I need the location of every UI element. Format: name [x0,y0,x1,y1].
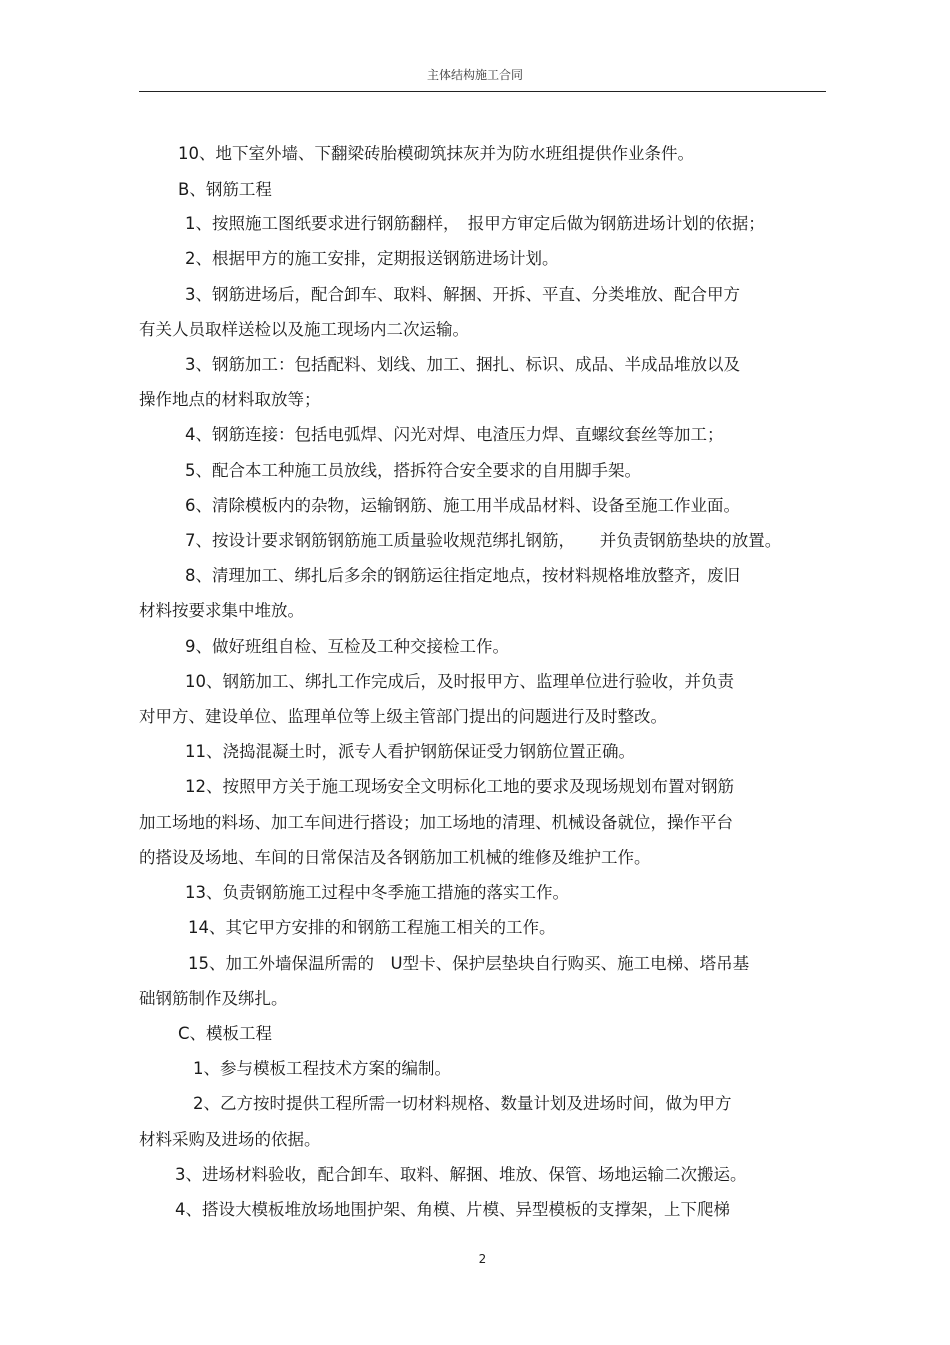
text-line: 2、乙方按时提供工程所需一切材料规格、数量计划及进场时间，做为甲方 [193,1094,732,1113]
text-line: 础钢筋制作及绑扎。 [139,989,288,1008]
text-line: 12、按照甲方关于施工现场安全文明标化工地的要求及现场规划布置对钢筋 [185,777,734,796]
text-line: 2、根据甲方的施工安排，定期报送钢筋进场计划。 [185,249,559,268]
page-header-title: 主体结构施工合同 [426,68,523,82]
section-heading: B、钢筋工程 [178,180,272,199]
text-line: 10、地下室外墙、下翻梁砖胎模砌筑抹灰并为防水班组提供作业条件。 [178,144,694,163]
text-line: 10、钢筋加工、绑扎工作完成后，及时报甲方、监理单位进行验收，并负责 [185,672,734,691]
text-line: 加工场地的料场、加工车间进行搭设；加工场地的清理、机械设备就位，操作平台 [139,813,733,832]
text-line: 对甲方、建设单位、监理单位等上级主管部门提出的问题进行及时整改。 [139,707,667,726]
text-line: 3、进场材料验收，配合卸车、取料、解捆、堆放、保管、场地运输二次搬运。 [175,1165,747,1184]
text-line: 操作地点的材料取放等； [139,390,321,409]
text-line: 4、钢筋连接：包括电弧焊、闪光对焊、电渣压力焊、直螺纹套丝等加工； [185,425,724,444]
text-line: 5、配合本工种施工员放线，搭拆符合安全要求的自用脚手架。 [185,461,641,480]
section-heading: C、模板工程 [178,1024,273,1043]
text-line: 材料采购及进场的依据。 [139,1130,321,1149]
text-line: 3、钢筋进场后，配合卸车、取料、解捆、开拆、平直、分类堆放、配合甲方 [185,285,740,304]
header-divider [139,91,826,92]
text-line: 6、清除模板内的杂物，运输钢筋、施工用半成品材料、设备至施工作业面。 [185,496,740,515]
text-line: 15、加工外墙保温所需的 U型卡、保护层垫块自行购买、施工电梯、塔吊基 [188,954,750,973]
text-line: 13、负责钢筋施工过程中冬季施工措施的落实工作。 [185,883,569,902]
text-line: 1、参与模板工程技术方案的编制。 [193,1059,451,1078]
text-line: 7、按设计要求钢筋钢筋施工质量验收规范绑扎钢筋， 并负责钢筋垫块的放置。 [185,531,782,550]
text-line: 4、搭设大模板堆放场地围护架、角模、片模、异型模板的支撑架，上下爬梯 [175,1200,730,1219]
text-line: 11、浇捣混凝土时，派专人看护钢筋保证受力钢筋位置正确。 [185,742,635,761]
text-line: 8、清理加工、绑扎后多余的钢筋运往指定地点，按材料规格堆放整齐，废旧 [185,566,740,585]
text-line: 3、钢筋加工：包括配料、划线、加工、捆扎、标识、成品、半成品堆放以及 [185,355,740,374]
page-number: 2 [478,1252,487,1266]
text-line: 的搭设及场地、车间的日常保洁及各钢筋加工机械的维修及维护工作。 [139,848,651,867]
text-line: 14、其它甲方安排的和钢筋工程施工相关的工作。 [188,918,556,937]
text-line: 材料按要求集中堆放。 [139,601,304,620]
text-line: 1、按照施工图纸要求进行钢筋翻样， 报甲方审定后做为钢筋进场计划的依据； [185,214,765,233]
text-line: 有关人员取样送检以及施工现场内二次运输。 [139,320,469,339]
text-line: 9、做好班组自检、互检及工种交接检工作。 [185,637,509,656]
